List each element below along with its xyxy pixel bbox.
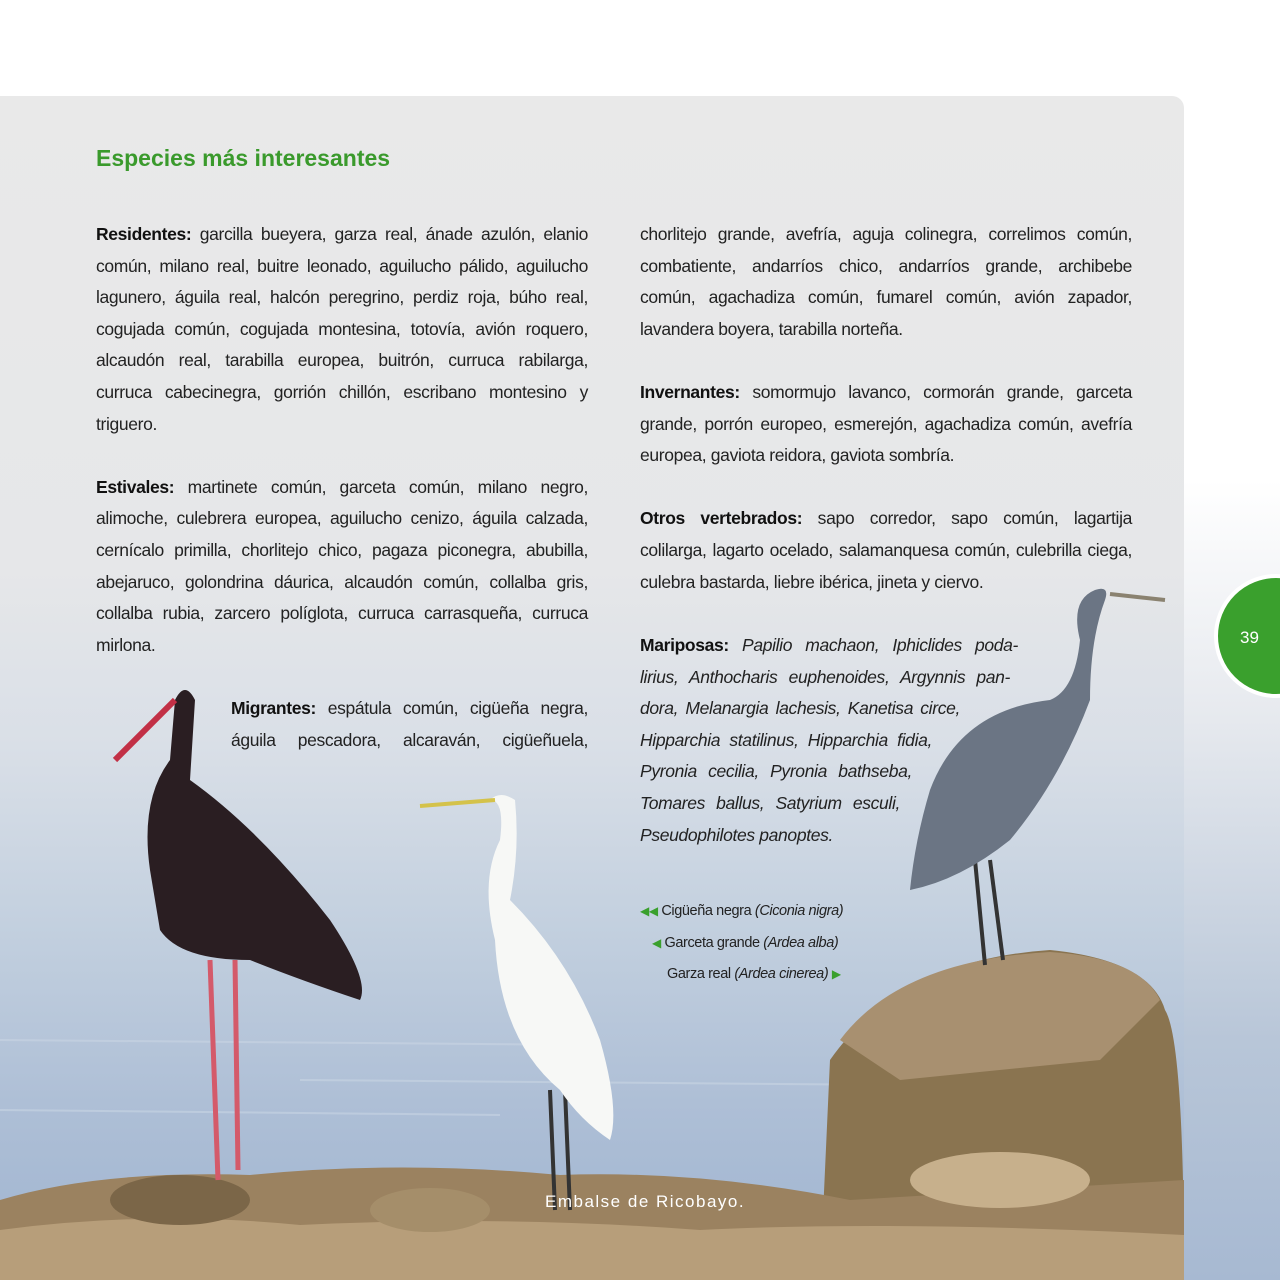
paragraph-residentes bbox=[96, 219, 588, 440]
photo-captions bbox=[640, 896, 843, 991]
label-residentes: Residentes: bbox=[96, 224, 192, 244]
label-migrantes: Migrantes: bbox=[231, 698, 316, 718]
arrow-left-double-icon: ◀◀ bbox=[640, 904, 658, 918]
text-residentes: garcilla bueyera, garza real, ánade azulón, elanio común, milano real, buitre leonado, aguilucho pálido, aguilucho lagunero, águila real, halcón peregrino, perdiz roja, búho real, cogujada común, cogujada montesina, totovía, avión roquero, alcaudón real, tarabilla europea, buitrón, curruca rabilarga, curruca cabecinegra, gorrión chillón, escribano montesino y triguero. bbox=[96, 224, 588, 434]
mariposas-line bbox=[640, 630, 1018, 662]
text-otros-vertebrados: sapo corredor, sapo común, lagartija colilarga, lagarto ocelado, salamanquesa común, culebrilla ciega, culebra bastarda, liebre ibérica, jineta y ciervo. bbox=[640, 508, 1132, 592]
arrow-left-icon: ◀ bbox=[652, 935, 661, 950]
caption-scientific-name: (Ardea alba) bbox=[763, 934, 839, 951]
caption-scientific-name: (Ardea cinerea) bbox=[734, 966, 829, 982]
paragraph-invernantes bbox=[640, 377, 1132, 472]
column-right bbox=[640, 219, 1132, 630]
mariposas-line: Hipparchia statilinus, Hipparchia fidia, bbox=[640, 729, 932, 750]
column-left bbox=[96, 219, 588, 693]
arrow-right-icon: ▶ bbox=[831, 967, 841, 981]
paragraph-mariposas bbox=[640, 630, 1018, 851]
page-number: 39 bbox=[1240, 628, 1259, 647]
text-invernantes: somormujo lavanco, cormorán grande, garceta grande, porrón europeo, esmerejón, agachadiza común, avefría europea, gaviota reidora, gaviota sombría. bbox=[640, 381, 1132, 466]
paragraph-estivales bbox=[96, 472, 588, 662]
caption-name: Garza real bbox=[667, 966, 731, 982]
migrantes-line-2: águila pescadora, alcaraván, cigüeñuela, bbox=[231, 729, 588, 750]
paragraph-migrantes-start bbox=[231, 693, 588, 756]
great-egret-figure bbox=[420, 795, 613, 1210]
migrantes-text-1: espátula común, cigüeña negra, bbox=[315, 698, 588, 718]
black-stork-figure bbox=[115, 690, 362, 1180]
label-invernantes: Invernantes: bbox=[640, 381, 740, 402]
caption-great-egret bbox=[640, 928, 843, 960]
mariposas-text: Papilio machaon, Iphiclides poda- bbox=[728, 635, 1018, 655]
label-mariposas: Mariposas: bbox=[640, 635, 729, 655]
paragraph-otros-vertebrados bbox=[640, 503, 1132, 598]
mariposas-line: Tomares ballus, Satyrium esculi, bbox=[640, 792, 900, 813]
text-estivales: martinete común, garceta común, milano negro, alimoche, culebrera europea, aguilucho cenizo, águila calzada, cernícalo primilla, chorlitejo chico, pagaza piconegra, abubilla, abejaruco, golondrina dáurica, alcaudón común, collalba gris, collalba rubia, zarcero políglota, curruca carrasqueña, curruca mirlona. bbox=[96, 476, 588, 655]
caption-name: Cigüeña negra bbox=[661, 903, 752, 919]
section-heading: Especies más interesantes bbox=[96, 145, 391, 171]
mariposas-line: Pseudophilotes panoptes. bbox=[640, 824, 834, 845]
label-estivales: Estivales: bbox=[96, 476, 175, 497]
photo-location-label: Embalse de Ricobayo. bbox=[545, 1192, 746, 1211]
caption-grey-heron bbox=[640, 959, 843, 991]
label-otros-vertebrados: Otros vertebrados: bbox=[640, 508, 803, 529]
mariposas-line: lirius, Anthocharis euphenoides, Argynnis pan- bbox=[640, 666, 1010, 687]
mariposas-line: Pyronia cecilia, Pyronia bathseba, bbox=[640, 761, 912, 782]
caption-name: Garceta grande bbox=[664, 934, 760, 951]
mariposas-line: dora, Melanargia lachesis, Kanetisa circe, bbox=[640, 698, 960, 719]
water-ripples bbox=[0, 1040, 900, 1115]
caption-black-stork bbox=[640, 896, 843, 928]
migrantes-line-1 bbox=[231, 693, 588, 725]
caption-scientific-name: (Ciconia nigra) bbox=[754, 903, 844, 919]
paragraph-migrantes-continued: chorlitejo grande, avefría, aguja colinegra, correlimos común, combatiente, andarríos chico, andarríos grande, archibebe común, agachadiza común, fumarel común, avión zapador, lavandera boyera, tarabilla norteña. bbox=[640, 224, 1132, 339]
